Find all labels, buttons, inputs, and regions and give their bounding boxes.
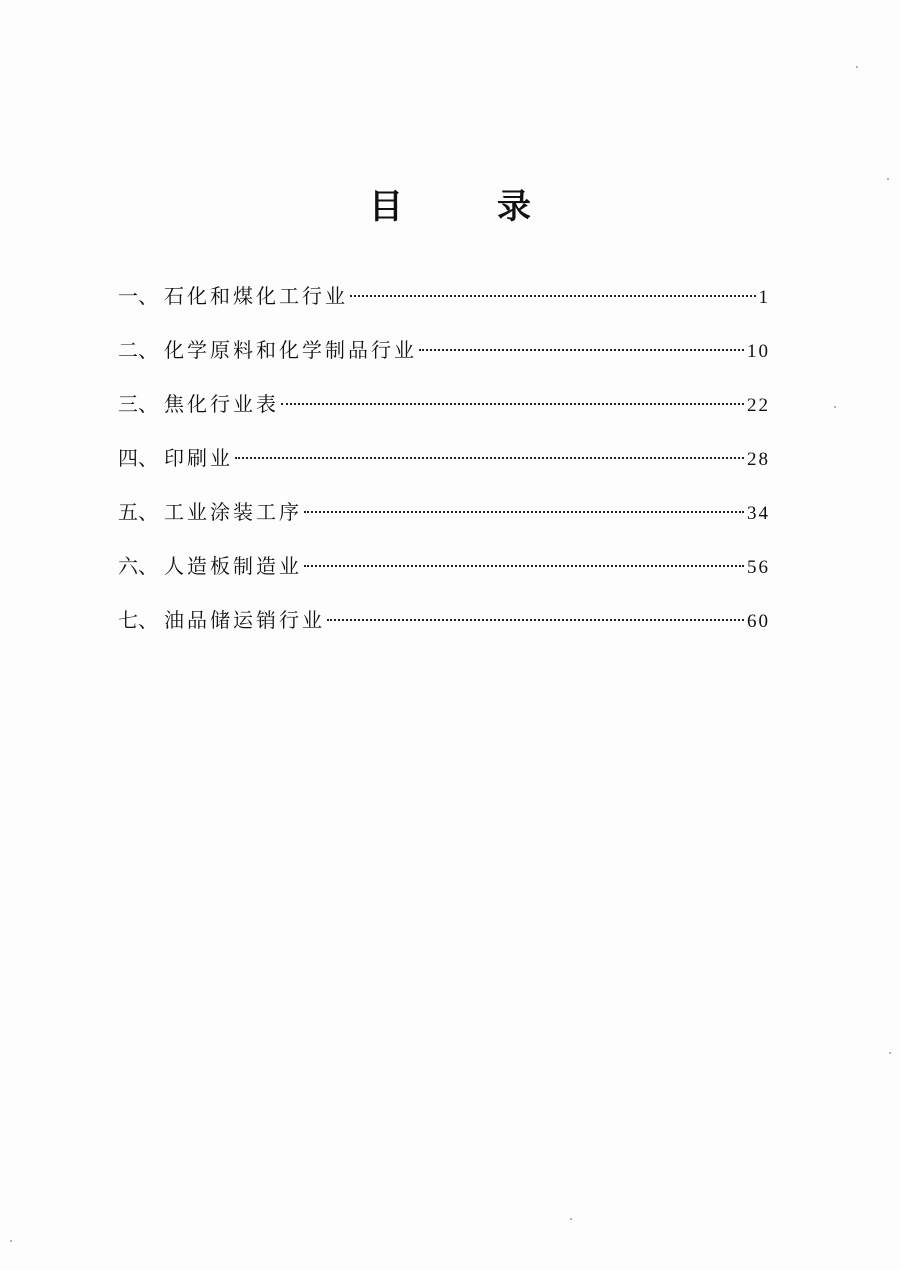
toc-entry[interactable] (118, 492, 770, 546)
toc-entry-page: 10 (747, 341, 770, 362)
toc-entry-title: 工业涂装工序 (164, 500, 302, 524)
toc-entry-number: 一、 (118, 284, 158, 308)
toc-entry[interactable] (118, 384, 770, 438)
dot-leader (235, 457, 744, 459)
toc-entry-number: 七、 (118, 608, 158, 632)
toc-entry-page: 56 (747, 557, 770, 578)
dot-leader (350, 295, 756, 297)
toc-entry-title: 化学原料和化学制品行业 (164, 338, 417, 362)
dot-leader (304, 565, 744, 567)
toc-entry-page: 34 (747, 503, 770, 524)
toc-entry-title: 石化和煤化工行业 (164, 284, 348, 308)
page-title: 目 录 (369, 186, 561, 227)
toc-entry[interactable] (118, 330, 770, 384)
toc-entry-page: 60 (747, 611, 770, 632)
toc-entry-number: 四、 (118, 446, 158, 470)
dot-leader (304, 511, 744, 513)
scan-speck (889, 1052, 891, 1054)
toc-entry[interactable] (118, 546, 770, 600)
scan-speck (10, 1240, 12, 1242)
toc-entry-title: 印刷业 (164, 446, 233, 470)
toc-entry-page: 1 (758, 287, 770, 308)
toc-entry-number: 六、 (118, 554, 158, 578)
toc-entry-number: 三、 (118, 392, 158, 416)
scan-speck (834, 406, 836, 408)
dot-leader (281, 403, 744, 405)
scan-speck (570, 1218, 572, 1220)
toc-entry-title: 油品储运销行业 (164, 608, 325, 632)
toc-entry-page: 22 (747, 395, 770, 416)
toc-entry-number: 五、 (118, 500, 158, 524)
toc-entry-title: 焦化行业表 (164, 392, 279, 416)
dot-leader (327, 619, 744, 621)
scan-speck (887, 178, 889, 180)
toc-entry-number: 二、 (118, 338, 158, 362)
scan-speck (856, 66, 858, 68)
toc-entry[interactable] (118, 600, 770, 654)
toc-entry-page: 28 (747, 449, 770, 470)
dot-leader (419, 349, 744, 351)
table-of-contents (118, 276, 770, 654)
toc-entry[interactable] (118, 276, 770, 330)
toc-entry-title: 人造板制造业 (164, 554, 302, 578)
toc-entry[interactable] (118, 438, 770, 492)
